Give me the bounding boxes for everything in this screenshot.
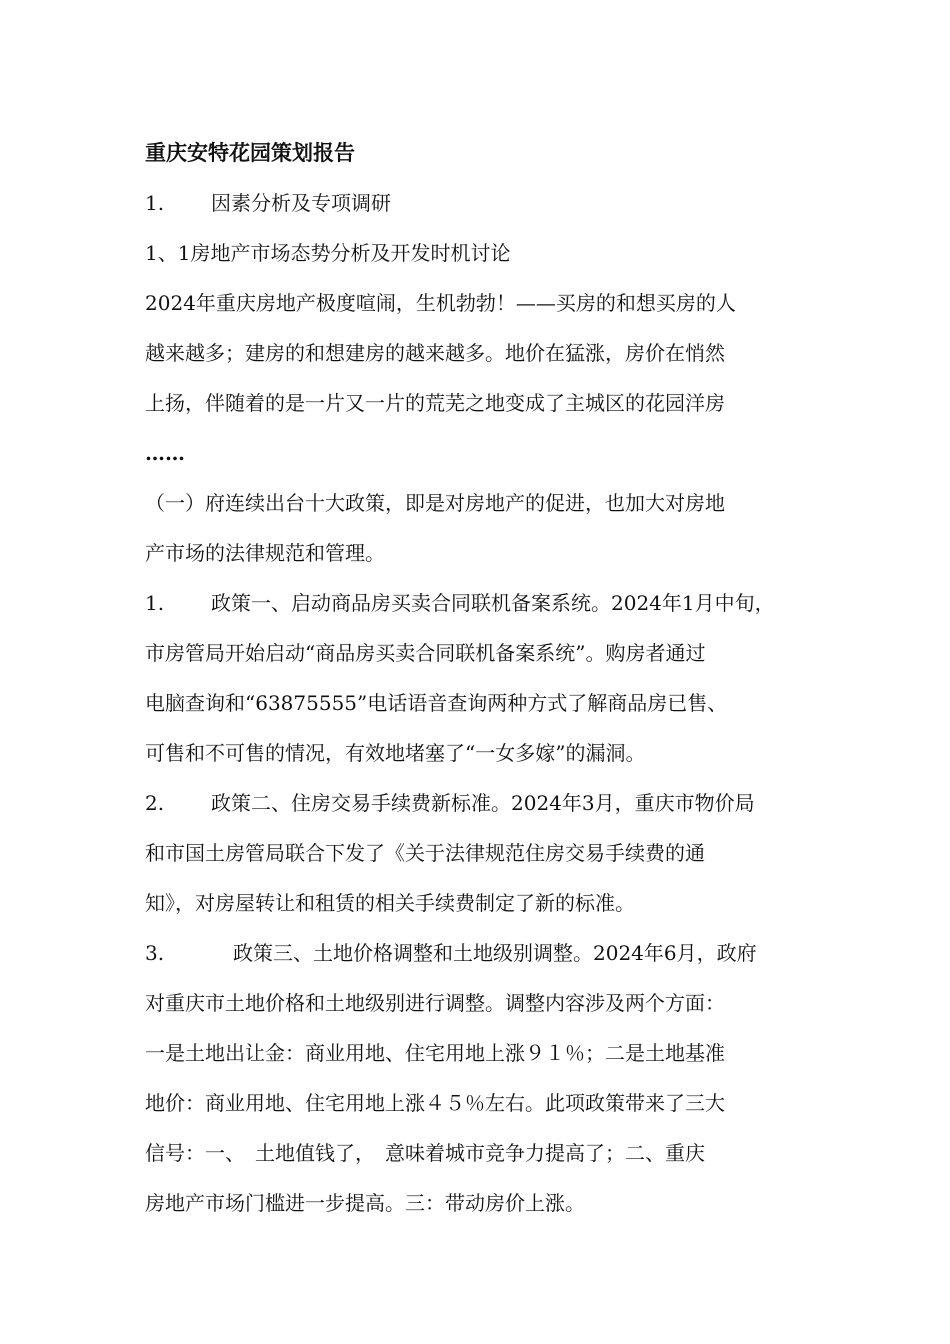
policy-item-3	[145, 928, 815, 978]
document-title: 重庆安特花园策划报告	[145, 140, 355, 165]
paragraph-line: 上扬，伴随着的是一片又一片的荒芜之地变成了主城区的花园洋房	[145, 391, 725, 415]
paragraph-line: 市房管局开始启动“商品房买卖合同联机备案系统”。购房者通过	[145, 641, 706, 665]
list-number: 2.	[145, 791, 165, 815]
policy-item-2	[145, 778, 815, 828]
section-heading	[145, 178, 815, 228]
paragraph-line: ……	[145, 441, 185, 465]
policy-text: 政策二、住房交易手续费新标准。2024年3月，重庆市物价局	[211, 791, 755, 815]
paragraph-line: 对重庆市土地价格和土地级别进行调整。调整内容涉及两个方面：	[145, 991, 725, 1015]
paragraph-line: 和市国土房管局联合下发了《关于法律规范住房交易手续费的通	[145, 841, 705, 865]
section-heading-text: 因素分析及专项调研	[211, 191, 391, 215]
paragraph-line: 房地产市场门槛进一步提高。三：带动房价上涨。	[145, 1191, 585, 1215]
list-number: 3.	[145, 941, 165, 965]
document-body	[145, 128, 815, 1228]
policy-text: 政策三、土地价格调整和土地级别调整。2024年6月，政府	[233, 941, 757, 965]
paragraph-line: 一是土地出让金：商业用地、住宅用地上涨９１％；二是土地基准	[145, 1041, 725, 1065]
paragraph-line: 2024年重庆房地产极度喧闹，生机勃勃！——买房的和想买房的人	[145, 291, 736, 315]
section-number: 1.	[145, 191, 165, 215]
paragraph-line: 地价：商业用地、住宅用地上涨４５％左右。此项政策带来了三大	[145, 1091, 725, 1115]
policy-text: 政策一、启动商品房买卖合同联机备案系统。2024年1月中旬，	[211, 591, 775, 615]
list-number: 1.	[145, 591, 165, 615]
policy-item-1	[145, 578, 815, 628]
paragraph-line: （一）府连续出台十大政策，即是对房地产的促进，也加大对房地	[145, 491, 725, 515]
paragraph-line: 产市场的法律规范和管理。	[145, 541, 385, 565]
paragraph-line: 可售和不可售的情况，有效地堵塞了“一女多嫁”的漏洞。	[145, 741, 646, 765]
paragraph-line: 知》，对房屋转让和租赁的相关手续费制定了新的标准。	[145, 891, 635, 915]
paragraph-line: 电脑查询和“63875555”电话语音查询两种方式了解商品房已售、	[145, 691, 728, 715]
paragraph-line: 越来越多；建房的和想建房的越来越多。地价在猛涨，房价在悄然	[145, 341, 725, 365]
subsection-heading: 1、1房地产市场态势分析及开发时机讨论	[145, 241, 511, 265]
paragraph-line: 信号：一、 土地值钱了， 意味着城市竞争力提高了；二、重庆	[145, 1141, 705, 1165]
